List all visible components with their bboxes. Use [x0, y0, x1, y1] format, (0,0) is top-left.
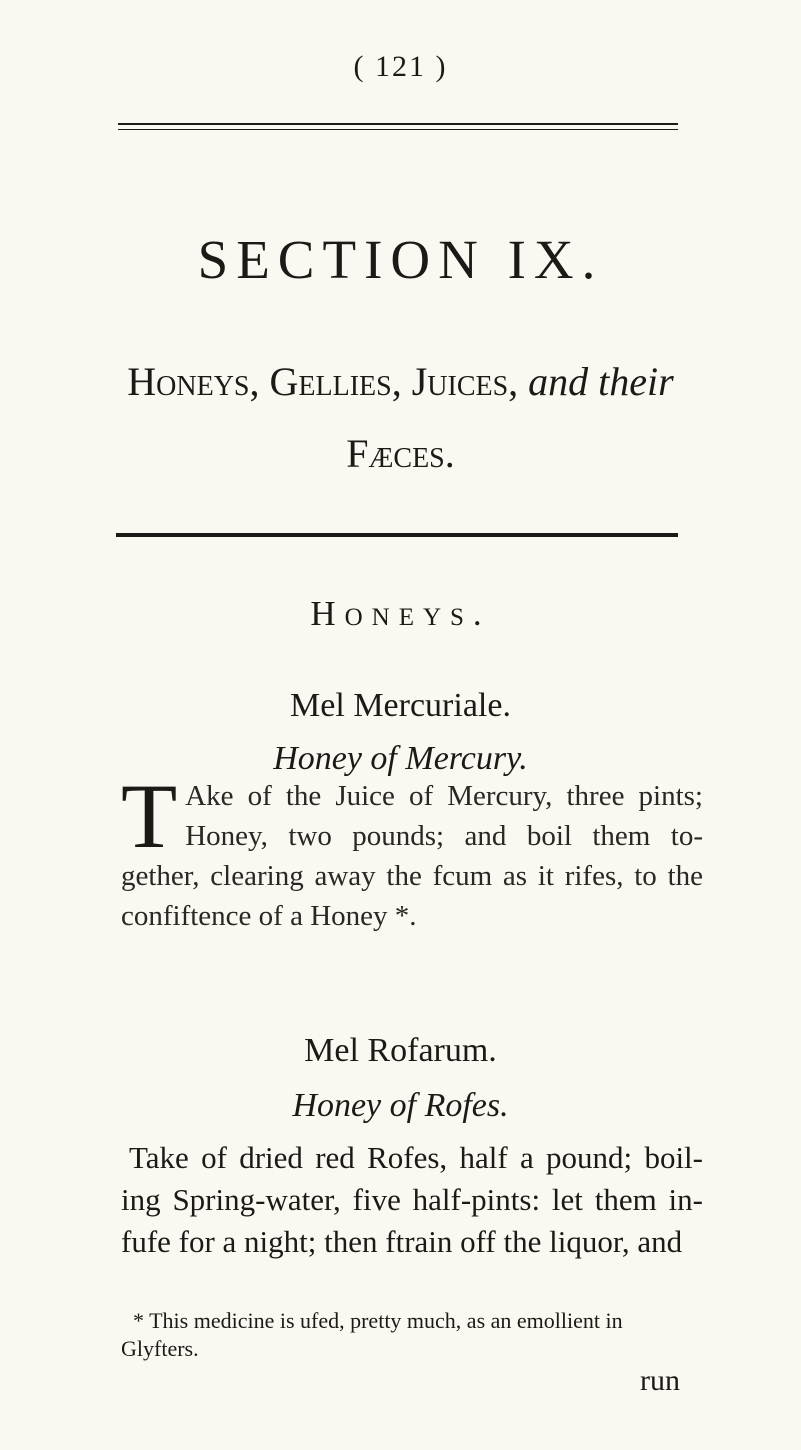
section-subtitle-line2: Fæces. — [346, 431, 455, 476]
section-subtitle-italic: and their — [528, 359, 674, 404]
section-title: SECTION IX. — [197, 229, 604, 290]
recipe-text: Ake of the Juice of Mercury, three pints; Honey, two pounds; and boil them to- gether, clearing away the fcum as it rifes, to the confiftence of a Honey *. — [121, 780, 703, 932]
top-rule-thin — [118, 129, 678, 130]
section-divider-rule — [116, 533, 678, 537]
recipe-english-title: Honey of Mercury. — [273, 740, 528, 777]
recipe-latin-title: Mel Rofarum. — [304, 1032, 497, 1069]
recipe-paragraph: Take of dried red Rofes, half a pound; boil- ing Spring-water, five half-pints: let them in- fufe for a night; then ftrain off the liquor, and — [121, 1140, 703, 1259]
section-subtitle — [0, 346, 801, 490]
drop-cap: T — [121, 765, 178, 867]
recipe-latin-title: Mel Mercuriale. — [290, 687, 511, 724]
top-rule — [118, 123, 678, 125]
subsection-heading: Honeys. — [310, 594, 491, 633]
section-subtitle-main: Honeys, Gellies, Juices, — [127, 359, 519, 404]
footnote: * This medicine is ufed, pretty much, as an emollient in Glyfters. — [121, 1308, 623, 1361]
page-number: ( 121 ) — [353, 50, 448, 83]
recipe-english-title: Honey of Rofes. — [292, 1087, 509, 1124]
recipe-paragraph — [121, 765, 703, 936]
catchword: run — [640, 1364, 680, 1397]
